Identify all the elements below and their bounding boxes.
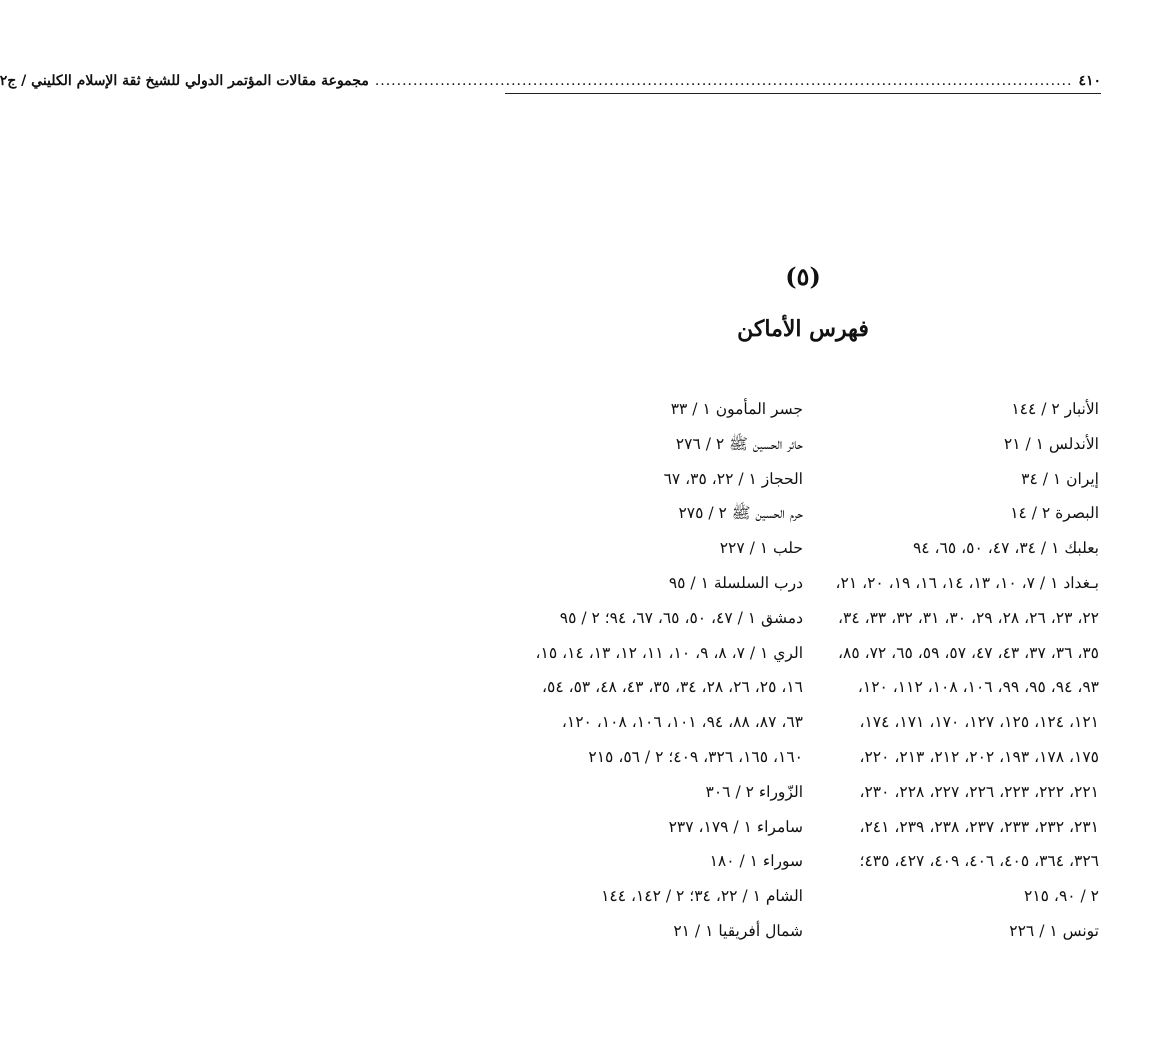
index-line: ٢٣١، ٢٣٢، ٢٣٣، ٢٣٧، ٢٣٨، ٢٣٩، ٢٤١، bbox=[859, 817, 1099, 836]
index-line: دمشق ١ / ٤٧، ٥٠، ٦٥، ٦٧، ٩٤؛ ٢ / ٩٥ bbox=[559, 608, 803, 627]
index-line: تونس ١ / ٢٢٦ bbox=[1009, 921, 1099, 940]
index-line: الحجاز ١ / ٢٢، ٣٥، ٦٧ bbox=[663, 469, 803, 488]
index-line: بـغداد ١ / ٧، ١٠، ١٣، ١٤، ١٦، ١٩، ٢٠، ٢١، bbox=[835, 573, 1099, 592]
index-line: حرم الحسين ﷺ ٢ / ٢٧٥ bbox=[678, 504, 803, 523]
index-line: البصرة ٢ / ١٤ bbox=[1010, 504, 1099, 523]
index-line: ٢ / ٩٠، ٢١٥ bbox=[1024, 887, 1099, 906]
index-line: حلب ١ / ٢٢٧ bbox=[719, 539, 803, 558]
index-line: الري ١ / ٧، ٨، ٩، ١٠، ١١، ١٢، ١٣، ١٤، ١٥، bbox=[535, 643, 803, 662]
index-line: الأندلس ١ / ٢١ bbox=[1003, 434, 1099, 453]
index-line: ٣٥، ٣٦، ٣٧، ٤٣، ٤٧، ٥٧، ٥٩، ٦٥، ٧٢، ٨٥، bbox=[837, 643, 1099, 662]
index-line: الأنبار ٢ / ١٤٤ bbox=[1011, 400, 1099, 418]
index-line: سامراء ١ / ١٧٩، ٢٣٧ bbox=[668, 817, 803, 836]
index-line: ٢٢١، ٢٢٢، ٢٢٣، ٢٢٦، ٢٢٧، ٢٢٨، ٢٣٠، bbox=[859, 782, 1099, 801]
header-rule bbox=[505, 93, 1101, 94]
index-line: ٣٢٦، ٣٦٤، ٤٠٥، ٤٠٦، ٤٠٩، ٤٢٧، ٤٣٥؛ bbox=[859, 852, 1099, 871]
index-line: سوراء ١ / ١٨٠ bbox=[709, 852, 803, 871]
index-line: ٦٣، ٨٧، ٨٨، ٩٤، ١٠١، ١٠٦، ١٠٨، ١٢٠، bbox=[561, 713, 803, 732]
index-line: ١٦٠، ١٦٥، ٣٢٦، ٤٠٩؛ ٢ / ٥٦، ٢١٥ bbox=[588, 747, 803, 766]
page-number: ٤١٠ bbox=[1078, 73, 1101, 89]
index-line: إيران ١ / ٣٤ bbox=[1021, 469, 1099, 488]
index-line: ١٦، ٢٥، ٢٦، ٢٨، ٣٤، ٣٥، ٤٣، ٤٨، ٥٣، ٥٤، bbox=[541, 678, 803, 697]
index-line: بعلبك ١ / ٣٤، ٤٧، ٥٠، ٦٥، ٩٤ bbox=[912, 539, 1099, 558]
index-line: الزّوراء ٢ / ٣٠٦ bbox=[705, 782, 803, 801]
index-line: ١٢١، ١٢٤، ١٢٥، ١٢٧، ١٧٠، ١٧١، ١٧٤، bbox=[859, 713, 1099, 732]
index-line: جسر المأمون ١ / ٣٣ bbox=[670, 400, 803, 418]
index-line: شمال أفريقيا ١ / ٢١ bbox=[673, 921, 803, 940]
leader-dots: ................................................................................................................................ bbox=[374, 73, 1073, 89]
section-number: (٥) bbox=[785, 262, 821, 291]
index-line: ١٧٥، ١٧٨، ١٩٣، ٢٠٢، ٢١٢، ٢١٣، ٢٢٠، bbox=[859, 747, 1099, 766]
running-header bbox=[0, 70, 1101, 92]
index-line: ٢٢، ٢٣، ٢٦، ٢٨، ٢٩، ٣٠، ٣١، ٣٢، ٣٣، ٣٤، bbox=[837, 608, 1099, 627]
index-line: درب السلسلة ١ / ٩٥ bbox=[668, 573, 803, 592]
index-column-left bbox=[513, 392, 803, 949]
index-column-right bbox=[799, 392, 1099, 949]
index-line: حائر الحسين ﷺ ٢ / ٢٧٦ bbox=[675, 434, 803, 453]
index-line: الشام ١ / ٢٢، ٣٤؛ ٢ / ١٤٢، ١٤٤ bbox=[601, 887, 803, 906]
index-line: ٩٣، ٩٤، ٩٥، ٩٩، ١٠٦، ١٠٨، ١١٢، ١٢٠، bbox=[857, 678, 1099, 697]
book-title: مجموعة مقالات المؤتمر الدولي للشيخ ثقة الإسلام الكليني / ج٢ bbox=[0, 73, 369, 89]
section-title: فهرس الأماكن bbox=[737, 316, 869, 342]
